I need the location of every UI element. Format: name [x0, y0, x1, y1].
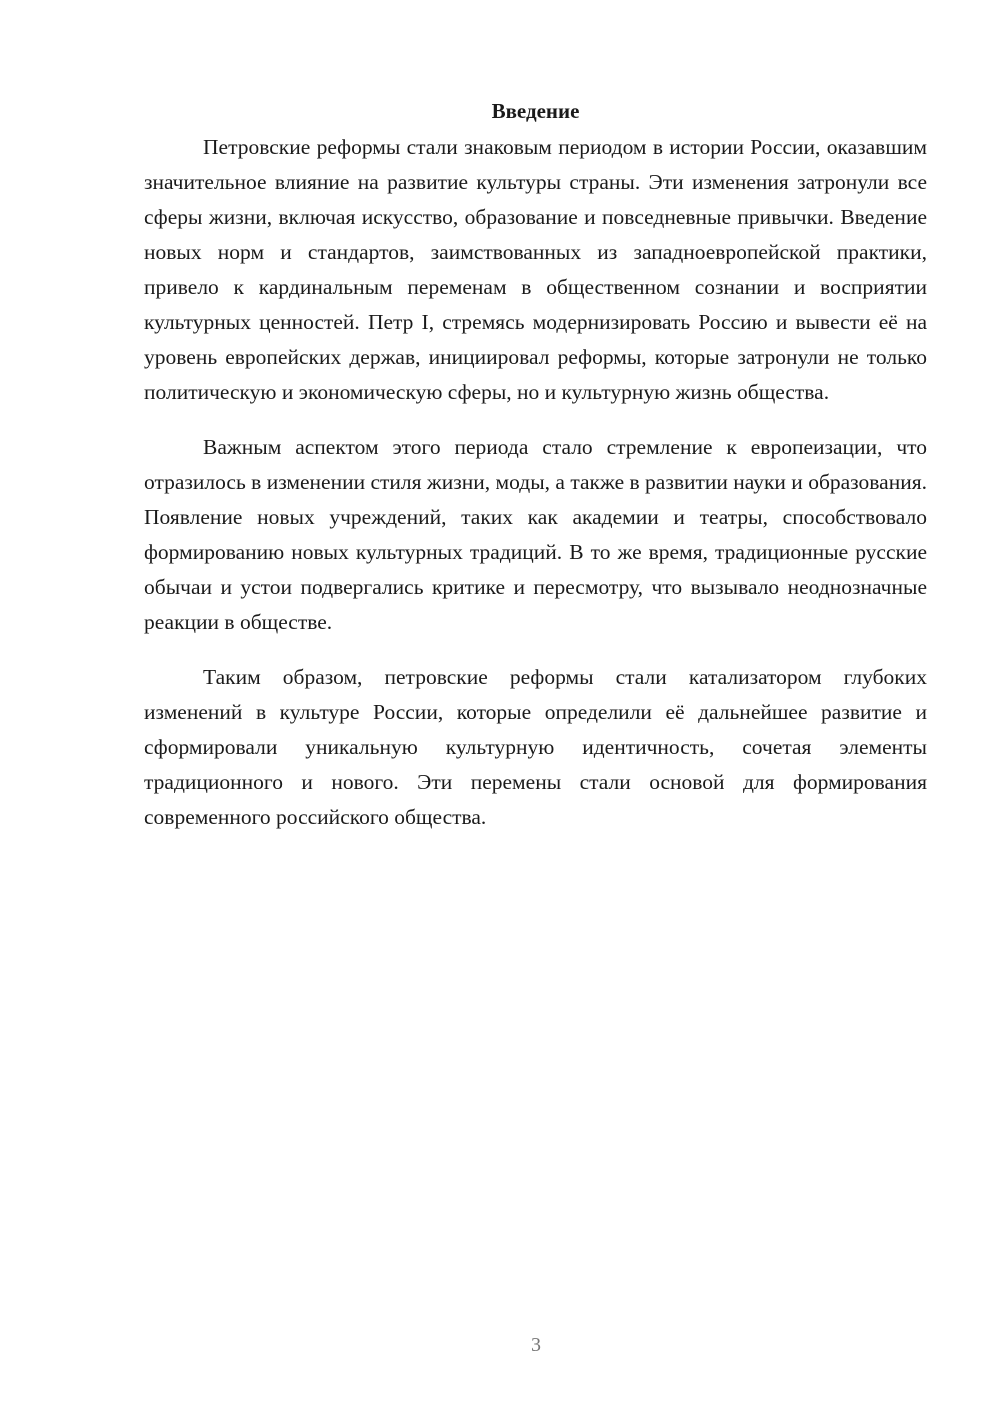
paragraph-1: Петровские реформы стали знаковым периодом в истории России, оказавшим значительное влияние на развитие культуры страны. Эти изменения затронули все сферы жизни, включая искусство, образование и повседневные привычки. Введение новых норм и стандартов, заимствованных из западноевропейской практики, привело к кардинальным переменам в общественном сознании и восприятии культурных ценностей. Петр I, стремясь модернизировать Россию и вывести её на уровень европейских держав, инициировал реформы, которые затронули не только политическую и экономическую сферы, но и культурную жизнь общества. — [144, 135, 927, 404]
page-number: 3 — [531, 1334, 541, 1356]
paragraph-2: Важным аспектом этого периода стало стремление к европеизации, что отразилось в изменении стиля жизни, моды, а также в развитии науки и образования. Появление новых учреждений, таких как академии и театры, способствовало формированию новых культурных традиций. В то же время, традиционные русские обычаи и устои подвергались критике и пересмотру, что вызывало неоднозначные реакции в обществе. — [144, 435, 927, 634]
paragraph-3: Таким образом, петровские реформы стали катализатором глубоких изменений в культуре России, которые определили её дальнейшее развитие и сформировали уникальную культурную идентичность, сочетая элементы традиционного и нового. Эти перемены стали основой для формирования современного российского общества. — [144, 665, 927, 829]
page-content — [144, 96, 927, 835]
section-heading: Введение — [491, 99, 580, 123]
